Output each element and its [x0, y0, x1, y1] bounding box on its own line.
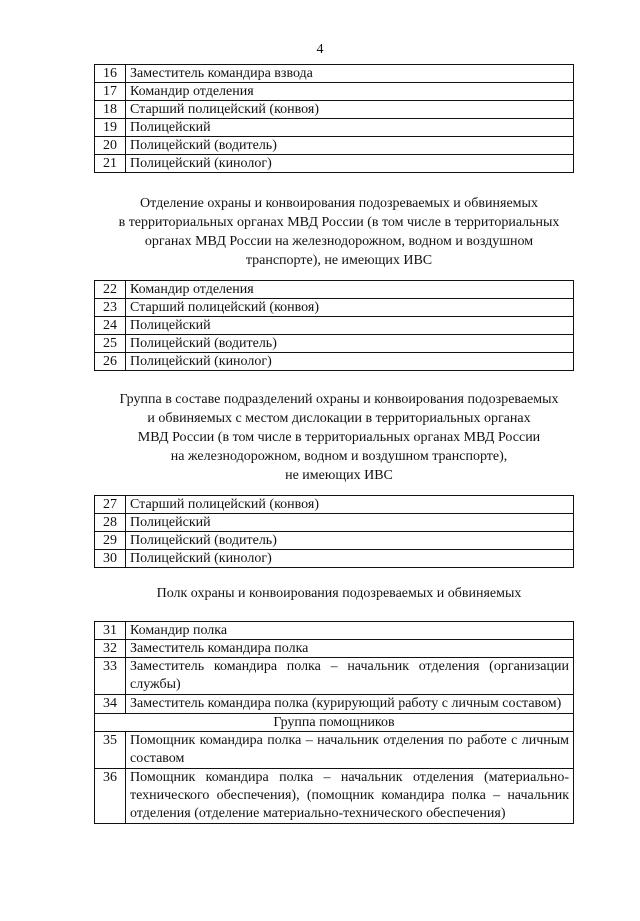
table-row: [95, 299, 574, 317]
row-number: 31: [95, 622, 126, 640]
row-number: 19: [95, 119, 126, 137]
position-name: Полицейский: [126, 119, 574, 137]
positions-table-1: [94, 64, 574, 173]
row-number: 26: [95, 353, 126, 371]
position-name: Старший полицейский (конвоя): [126, 496, 574, 514]
position-name: Заместитель командира полка – начальник отделения (организации службы): [126, 658, 574, 695]
row-number: 32: [95, 640, 126, 658]
row-number: 36: [95, 769, 126, 824]
table-row: [95, 101, 574, 119]
table-row: [95, 137, 574, 155]
row-number: 23: [95, 299, 126, 317]
table-row: [95, 769, 574, 824]
position-name: Полицейский: [126, 317, 574, 335]
section-heading-3: [94, 390, 584, 485]
heading-line: Полк охраны и конвоирования подозреваемых и обвиняемых: [156, 586, 522, 601]
position-name: Командир отделения: [126, 83, 574, 101]
position-name: Полицейский (кинолог): [126, 155, 574, 173]
position-name: Командир отделения: [126, 281, 574, 299]
row-number: 34: [95, 695, 126, 714]
position-name: Заместитель командира полка (курирующий работу с личным составом): [126, 695, 574, 714]
table-row: [95, 119, 574, 137]
position-name: Старший полицейский (конвоя): [126, 101, 574, 119]
heading-line: и обвиняемых с местом дислокации в территориальных органах: [147, 411, 531, 426]
row-number: 27: [95, 496, 126, 514]
position-name: Заместитель командира полка: [126, 640, 574, 658]
row-number: 30: [95, 550, 126, 568]
row-number: 28: [95, 514, 126, 532]
table-row: [95, 281, 574, 299]
row-number: 17: [95, 83, 126, 101]
heading-line: в территориальных органах МВД России (в том числе в территориальных: [118, 215, 560, 230]
position-name: Полицейский (водитель): [126, 335, 574, 353]
table-row: [95, 622, 574, 640]
position-name: Полицейский: [126, 514, 574, 532]
heading-line: не имеющих ИВС: [285, 468, 393, 483]
table-row: [95, 317, 574, 335]
table-row: [95, 335, 574, 353]
page-number: 4: [316, 42, 324, 57]
row-number: 29: [95, 532, 126, 550]
table-row: [95, 65, 574, 83]
heading-line: МВД России (в том числе в территориальных органах МВД России: [137, 430, 541, 445]
table-row: [95, 732, 574, 769]
heading-line: транспорте), не имеющих ИВС: [245, 253, 433, 268]
position-name: Полицейский (кинолог): [126, 550, 574, 568]
section-heading-2: [94, 194, 584, 270]
group-label: Группа помощников: [95, 714, 574, 732]
position-name: Заместитель командира взвода: [126, 65, 574, 83]
row-number: 25: [95, 335, 126, 353]
position-name: Старший полицейский (конвоя): [126, 299, 574, 317]
table-row: [95, 353, 574, 371]
table-row: [95, 83, 574, 101]
position-name: Помощник командира полка – начальник отделения (материально-технического обеспечения), (помощник командира полка – начальник отделения (отделение материально-технического обеспечения): [126, 769, 574, 824]
position-name: Командир полка: [126, 622, 574, 640]
heading-line: органах МВД России на железнодорожном, водном и воздушном: [144, 234, 534, 249]
position-name: Полицейский (водитель): [126, 532, 574, 550]
row-number: 24: [95, 317, 126, 335]
table-row: [95, 496, 574, 514]
positions-table-2: [94, 280, 574, 371]
row-number: 20: [95, 137, 126, 155]
heading-line: Отделение охраны и конвоирования подозреваемых и обвиняемых: [140, 196, 538, 211]
position-name: Полицейский (водитель): [126, 137, 574, 155]
row-number: 33: [95, 658, 126, 695]
row-number: 35: [95, 732, 126, 769]
row-number: 16: [95, 65, 126, 83]
table-row: [95, 658, 574, 695]
heading-line: Группа в составе подразделений охраны и конвоирования подозреваемых: [119, 392, 559, 407]
positions-table-4: [94, 621, 574, 824]
positions-table-3: [94, 495, 574, 568]
table-row: [95, 550, 574, 568]
table-row: [95, 695, 574, 714]
table-row: [95, 640, 574, 658]
table-row: [95, 532, 574, 550]
heading-line: на железнодорожном, водном и воздушном транспорте),: [170, 449, 508, 464]
table-row: [95, 714, 574, 732]
row-number: 18: [95, 101, 126, 119]
row-number: 22: [95, 281, 126, 299]
position-name: Помощник командира полка – начальник отделения по работе с личным составом: [126, 732, 574, 769]
position-name: Полицейский (кинолог): [126, 353, 574, 371]
table-row: [95, 155, 574, 173]
table-row: [95, 514, 574, 532]
row-number: 21: [95, 155, 126, 173]
section-heading-4: [94, 584, 584, 603]
